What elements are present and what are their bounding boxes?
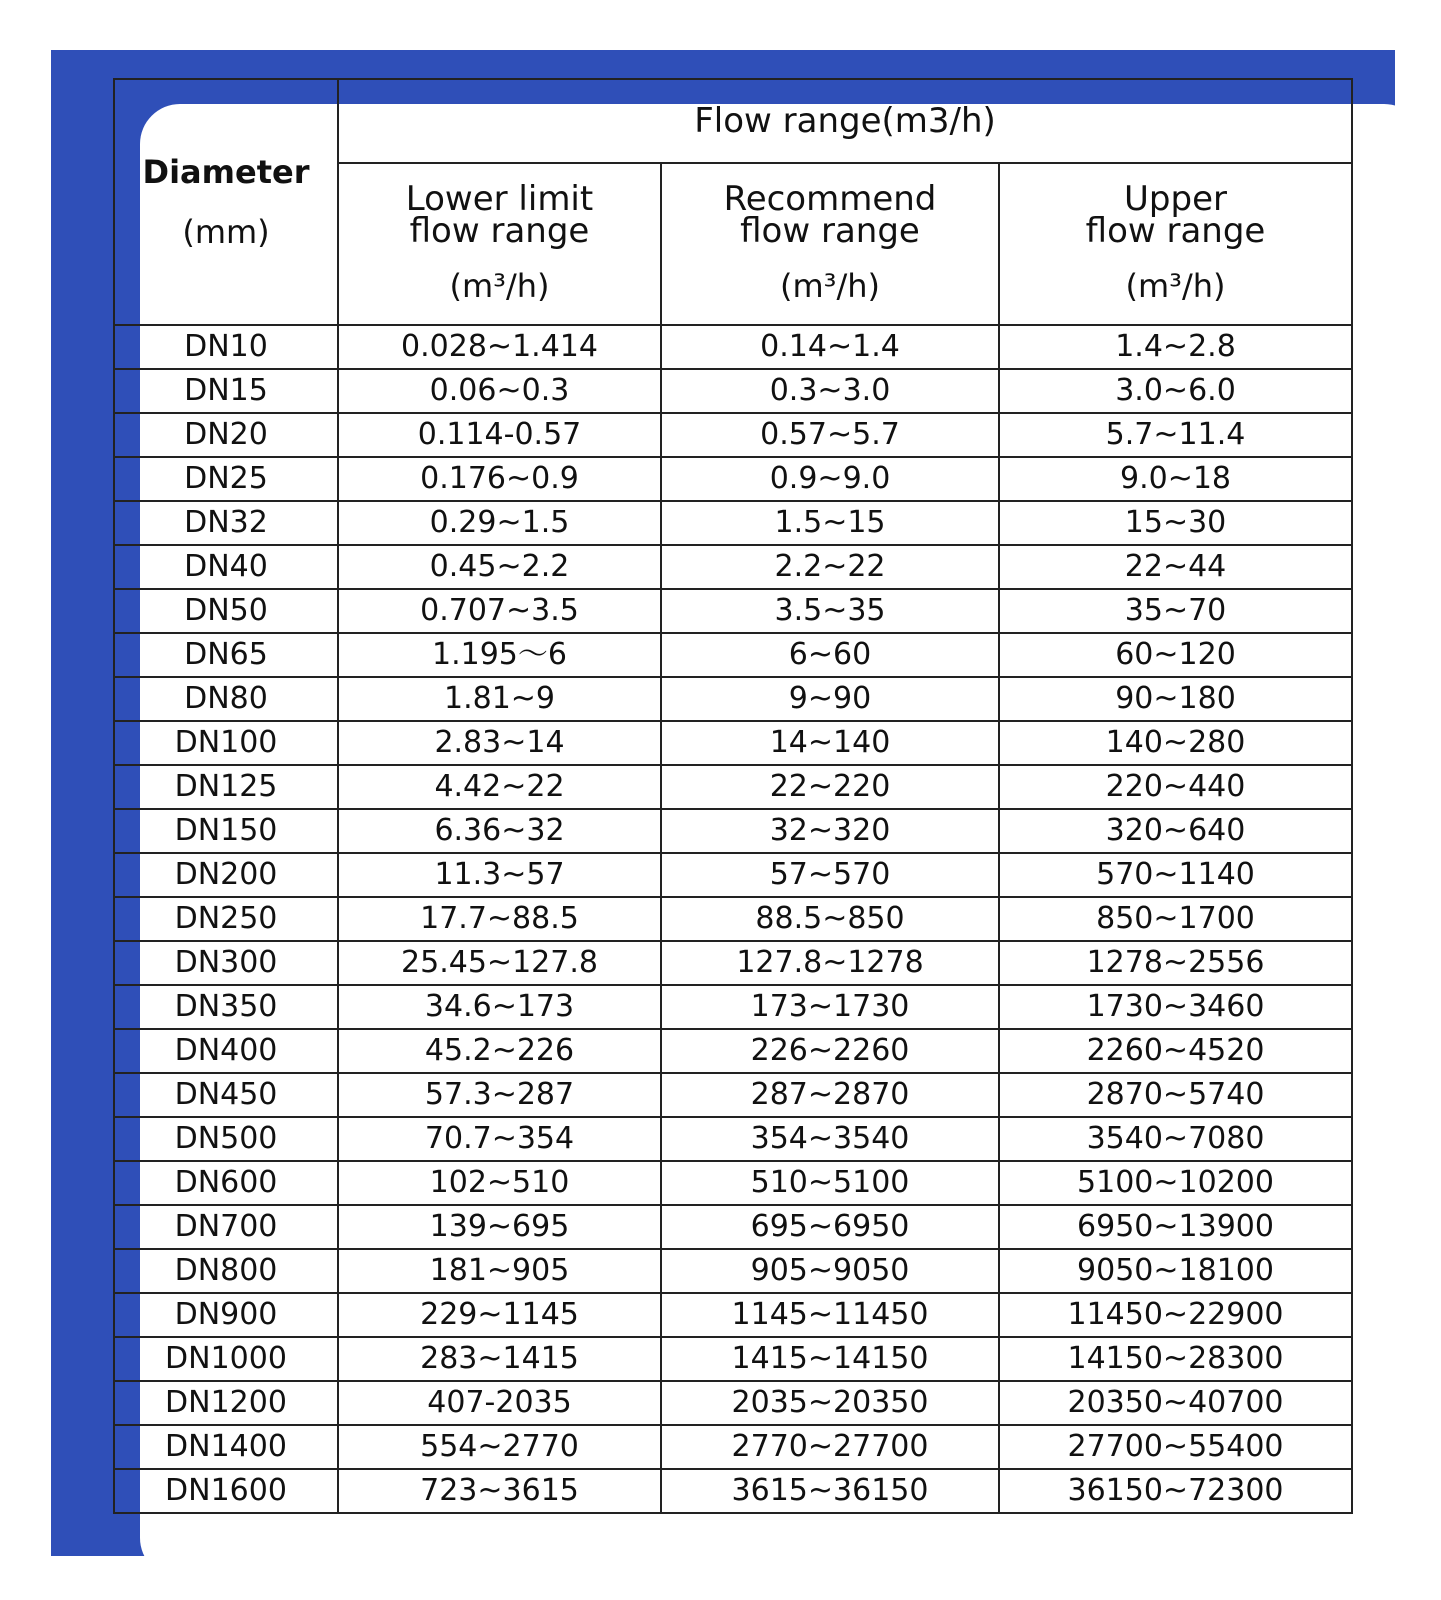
lower-limit-cell: 0.707~3.5 [338, 589, 661, 633]
upper-cell: 3540~7080 [999, 1117, 1352, 1161]
upper-cell: 60~120 [999, 633, 1352, 677]
upper-cell: 140~280 [999, 721, 1352, 765]
lower-limit-cell: 4.42~22 [338, 765, 661, 809]
upper-cell: 2260~4520 [999, 1029, 1352, 1073]
diameter-cell: DN32 [114, 501, 338, 545]
recommend-cell: 0.9~9.0 [661, 457, 999, 501]
diameter-cell: DN50 [114, 589, 338, 633]
recommend-cell: 32~320 [661, 809, 999, 853]
upper-cell: 9050~18100 [999, 1249, 1352, 1293]
diameter-cell: DN600 [114, 1161, 338, 1205]
recommend-unit: (m³/h) [779, 267, 881, 305]
diameter-cell: DN700 [114, 1205, 338, 1249]
upper-cell: 6950~13900 [999, 1205, 1352, 1249]
upper-cell: 9.0~18 [999, 457, 1352, 501]
upper-cell: 570~1140 [999, 853, 1352, 897]
table-row [114, 809, 1352, 853]
table-row [114, 325, 1352, 369]
lower-limit-cell: 0.176~0.9 [338, 457, 661, 501]
upper-cell: 36150~72300 [999, 1469, 1352, 1513]
table-row [114, 1293, 1352, 1337]
lower-limit-cell: 229~1145 [338, 1293, 661, 1337]
lower-limit-cell: 102~510 [338, 1161, 661, 1205]
table-row [114, 1073, 1352, 1117]
flow-range-table [113, 78, 1353, 1514]
table-row [114, 897, 1352, 941]
table-row [114, 1117, 1352, 1161]
recommend-cell: 9~90 [661, 677, 999, 721]
table-row [114, 721, 1352, 765]
recommend-cell: 57~570 [661, 853, 999, 897]
recommend-cell: 3615~36150 [661, 1469, 999, 1513]
lower-limit-line2: flow range [409, 211, 590, 251]
lower-limit-cell: 17.7~88.5 [338, 897, 661, 941]
recommend-cell: 88.5~850 [661, 897, 999, 941]
table-row [114, 941, 1352, 985]
diameter-cell: DN1000 [114, 1337, 338, 1381]
upper-header [999, 163, 1352, 325]
recommend-line2: flow range [740, 211, 920, 251]
recommend-cell: 695~6950 [661, 1205, 999, 1249]
lower-limit-line1: Lower limit [405, 179, 594, 219]
upper-cell: 20350~40700 [999, 1381, 1352, 1425]
lower-limit-cell: 11.3~57 [338, 853, 661, 897]
table-row [114, 369, 1352, 413]
upper-cell: 14150~28300 [999, 1337, 1352, 1381]
upper-cell: 5.7~11.4 [999, 413, 1352, 457]
recommend-cell: 3.5~35 [661, 589, 999, 633]
diameter-cell: DN1600 [114, 1469, 338, 1513]
upper-cell: 220~440 [999, 765, 1352, 809]
diameter-cell: DN800 [114, 1249, 338, 1293]
recommend-cell: 510~5100 [661, 1161, 999, 1205]
table-row [114, 633, 1352, 677]
upper-cell: 90~180 [999, 677, 1352, 721]
table-body [114, 325, 1352, 1513]
diameter-cell: DN80 [114, 677, 338, 721]
lower-limit-cell: 181~905 [338, 1249, 661, 1293]
lower-limit-header [338, 163, 661, 325]
diameter-header [114, 79, 338, 325]
upper-cell: 850~1700 [999, 897, 1352, 941]
flow-range-title: Flow range(m3/h) [338, 79, 1352, 163]
upper-line1: Upper [1124, 179, 1227, 219]
recommend-cell: 173~1730 [661, 985, 999, 1029]
recommend-cell: 2770~27700 [661, 1425, 999, 1469]
lower-limit-cell: 554~2770 [338, 1425, 661, 1469]
table-row [114, 1249, 1352, 1293]
lower-limit-cell: 0.114-0.57 [338, 413, 661, 457]
recommend-cell: 354~3540 [661, 1117, 999, 1161]
table-row [114, 1205, 1352, 1249]
table-row [114, 1469, 1352, 1513]
diameter-cell: DN400 [114, 1029, 338, 1073]
table-row [114, 413, 1352, 457]
diameter-cell: DN450 [114, 1073, 338, 1117]
recommend-cell: 22~220 [661, 765, 999, 809]
recommend-cell: 1415~14150 [661, 1337, 999, 1381]
upper-cell: 320~640 [999, 809, 1352, 853]
upper-unit: (m³/h) [1125, 267, 1226, 305]
diameter-cell: DN40 [114, 545, 338, 589]
diameter-unit: (mm) [182, 213, 270, 251]
recommend-cell: 287~2870 [661, 1073, 999, 1117]
table-row [114, 1337, 1352, 1381]
recommend-cell: 0.57~5.7 [661, 413, 999, 457]
upper-cell: 1730~3460 [999, 985, 1352, 1029]
table-row [114, 545, 1352, 589]
upper-cell: 27700~55400 [999, 1425, 1352, 1469]
recommend-cell: 905~9050 [661, 1249, 999, 1293]
diameter-cell: DN125 [114, 765, 338, 809]
recommend-cell: 2035~20350 [661, 1381, 999, 1425]
table-row [114, 765, 1352, 809]
lower-limit-cell: 45.2~226 [338, 1029, 661, 1073]
upper-cell: 11450~22900 [999, 1293, 1352, 1337]
recommend-cell: 0.3~3.0 [661, 369, 999, 413]
recommend-cell: 2.2~22 [661, 545, 999, 589]
upper-cell: 5100~10200 [999, 1161, 1352, 1205]
diameter-cell: DN250 [114, 897, 338, 941]
lower-limit-cell: 2.83~14 [338, 721, 661, 765]
upper-cell: 15~30 [999, 501, 1352, 545]
lower-limit-unit: (m³/h) [449, 267, 550, 305]
table-row [114, 985, 1352, 1029]
lower-limit-cell: 0.29~1.5 [338, 501, 661, 545]
lower-limit-cell: 1.195～6 [338, 633, 661, 677]
lower-limit-cell: 139~695 [338, 1205, 661, 1249]
table-row [114, 1425, 1352, 1469]
recommend-header [661, 163, 999, 325]
upper-cell: 3.0~6.0 [999, 369, 1352, 413]
table-row [114, 677, 1352, 721]
upper-cell: 22~44 [999, 545, 1352, 589]
recommend-cell: 127.8~1278 [661, 941, 999, 985]
recommend-cell: 226~2260 [661, 1029, 999, 1073]
lower-limit-cell: 0.45~2.2 [338, 545, 661, 589]
diameter-cell: DN10 [114, 325, 338, 369]
diameter-cell: DN200 [114, 853, 338, 897]
diameter-cell: DN20 [114, 413, 338, 457]
table-row [114, 1381, 1352, 1425]
table-row [114, 457, 1352, 501]
upper-line2: flow range [1085, 211, 1266, 251]
table-row [114, 501, 1352, 545]
diameter-cell: DN900 [114, 1293, 338, 1337]
diameter-label: Diameter [142, 153, 310, 191]
lower-limit-cell: 407-2035 [338, 1381, 661, 1425]
upper-cell: 35~70 [999, 589, 1352, 633]
upper-cell: 2870~5740 [999, 1073, 1352, 1117]
recommend-cell: 14~140 [661, 721, 999, 765]
lower-limit-cell: 6.36~32 [338, 809, 661, 853]
recommend-line1: Recommend [723, 179, 937, 219]
diameter-cell: DN15 [114, 369, 338, 413]
table-row [114, 853, 1352, 897]
lower-limit-cell: 25.45~127.8 [338, 941, 661, 985]
diameter-cell: DN150 [114, 809, 338, 853]
lower-limit-cell: 723~3615 [338, 1469, 661, 1513]
recommend-cell: 6~60 [661, 633, 999, 677]
diameter-cell: DN350 [114, 985, 338, 1029]
lower-limit-cell: 70.7~354 [338, 1117, 661, 1161]
diameter-cell: DN1400 [114, 1425, 338, 1469]
upper-cell: 1.4~2.8 [999, 325, 1352, 369]
table-row [114, 589, 1352, 633]
recommend-cell: 1.5~15 [661, 501, 999, 545]
diameter-cell: DN300 [114, 941, 338, 985]
diameter-cell: DN65 [114, 633, 338, 677]
diameter-cell: DN100 [114, 721, 338, 765]
table-row [114, 1161, 1352, 1205]
diameter-cell: DN500 [114, 1117, 338, 1161]
recommend-cell: 0.14~1.4 [661, 325, 999, 369]
lower-limit-cell: 34.6~173 [338, 985, 661, 1029]
lower-limit-cell: 0.06~0.3 [338, 369, 661, 413]
lower-limit-cell: 1.81~9 [338, 677, 661, 721]
table-row [114, 1029, 1352, 1073]
lower-limit-cell: 283~1415 [338, 1337, 661, 1381]
upper-cell: 1278~2556 [999, 941, 1352, 985]
lower-limit-cell: 0.028~1.414 [338, 325, 661, 369]
diameter-cell: DN25 [114, 457, 338, 501]
diameter-cell: DN1200 [114, 1381, 338, 1425]
lower-limit-cell: 57.3~287 [338, 1073, 661, 1117]
recommend-cell: 1145~11450 [661, 1293, 999, 1337]
